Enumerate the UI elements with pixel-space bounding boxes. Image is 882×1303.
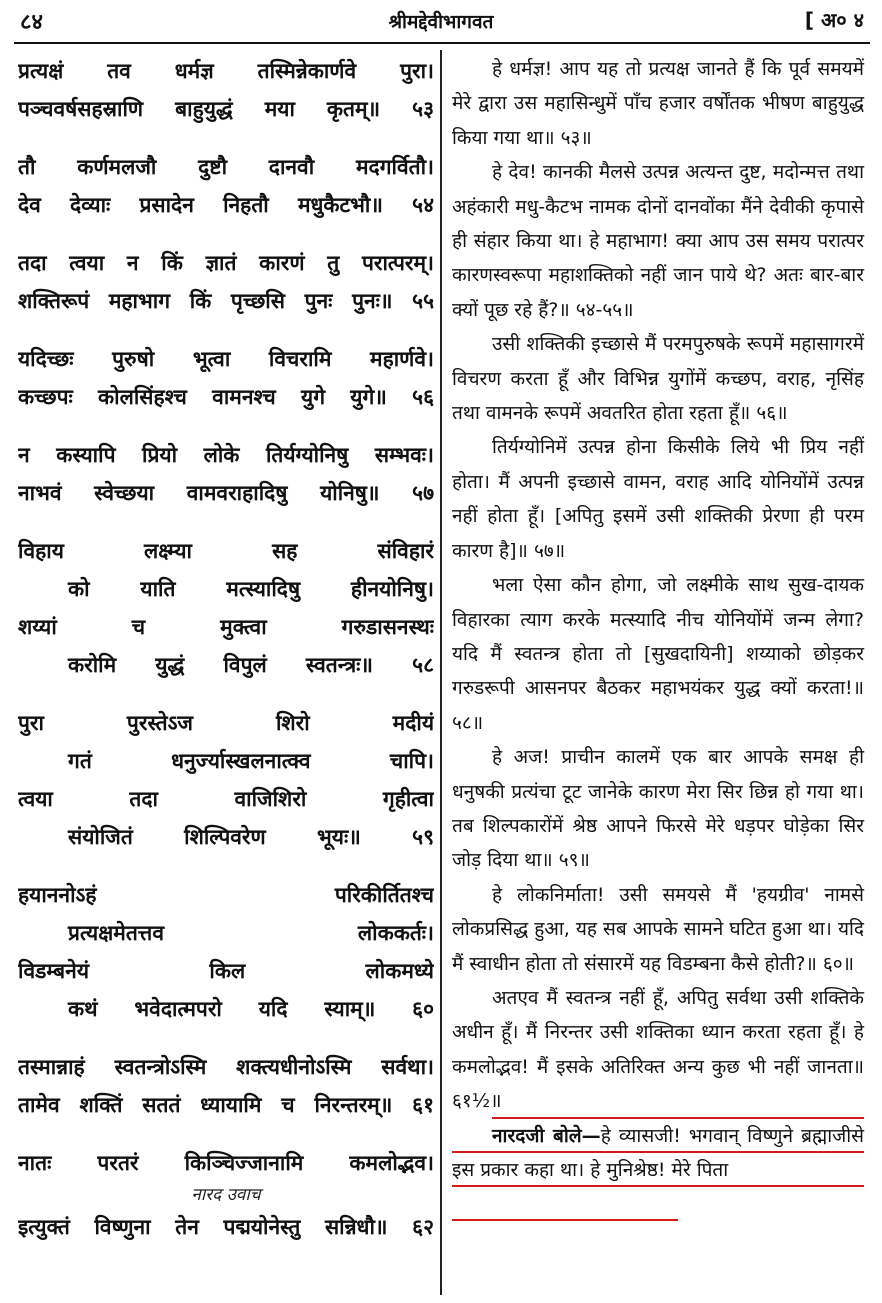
translation-paragraph: तिर्यग्योनिमें उत्पन्न होना किसीके लिये भी प्रिय नहीं होता। मैं अपनी इच्छासे वामन, वराह आदि योनियोंमें उत्पन्न नहीं होता हूँ। [अपितु इसमें उसी शक्तिकी प्रेरणा ही परम कारण है]॥ ५७॥ bbox=[452, 436, 864, 562]
verse-line: यदिच्छः पुरुषो भूत्वा विचरामि महार्णवे। bbox=[18, 347, 434, 371]
verse-57 bbox=[18, 436, 434, 512]
red-underline bbox=[452, 1185, 864, 1187]
verse-line: नातः परतरं किञ्चिज्जानामि कमलोद्भव। bbox=[18, 1151, 434, 1175]
verse-line: इत्युक्तं विष्णुना तेन पद्मयोनेस्तु सन्निधौ॥ ६२ bbox=[18, 1215, 434, 1239]
speaker-heading: नारद उवाच bbox=[191, 1185, 261, 1205]
verse-56 bbox=[18, 340, 434, 416]
verse-59 bbox=[18, 704, 434, 856]
verse-line: तौ कर्णमलजौ दुष्टौ दानवौ मदगर्वितौ। bbox=[18, 155, 434, 179]
verse-line: विहाय लक्ष्म्या सह संविहारं bbox=[18, 539, 434, 563]
verse-line: त्वया तदा वाजिशिरो गृहीत्वा bbox=[18, 787, 434, 811]
section-reference: [ अ० ४ bbox=[804, 8, 864, 32]
verse-line: गतं धनुर्ज्यास्खलनात्क्व चापि। bbox=[68, 749, 434, 773]
verse-line: को याति मत्स्यादिषु हीनयोनिषु। bbox=[68, 577, 434, 601]
verse-line: न कस्यापि प्रियो लोके तिर्यग्योनिषु सम्भवः। bbox=[18, 443, 434, 467]
highlighted-paragraph: अतएव मैं स्वतन्त्र नहीं हूँ, अपितु सर्वथा उसी शक्तिके अधीन हूँ। मैं निरन्तर उसी शक्तिका ध्यान करता रहता हूँ। हे कमलोद्भव! मैं इसके अतिरिक्त अन्य कुछ भी नहीं जानता॥ ६१½॥ bbox=[452, 986, 864, 1113]
verse-line: तदा त्वया न किं ज्ञातं कारणं तु परात्परम्। bbox=[18, 251, 434, 275]
verse-line: संयोजितं शिल्पिवरेण भूयः॥ ५९ bbox=[68, 825, 434, 849]
translation-paragraph: उसी शक्तिकी इच्छासे मैं परमपुरुषके रूपमें महासागरमें विचरण करता हूँ और विभिन्न युगोंमें कच्छप, वराह, नृसिंह तथा वामनके रूपमें अवतरित होता रहता हूँ॥ ५६॥ bbox=[452, 333, 864, 425]
translation-paragraph: हे अज! प्राचीन कालमें एक बार आपके समक्ष ही धनुषकी प्रत्यंचा टूट जानेके कारण मेरा सिर छिन्न हो गया था। तब शिल्पकारोंमें श्रेष्ठ आपने फिरसे मेरे धड़पर घोड़ेका सिर जोड़ दिया था॥ ५९॥ bbox=[452, 746, 864, 872]
verse-line: करोमि युद्धं विपुलं स्वतन्त्रः॥ ५८ bbox=[68, 653, 434, 677]
translation-paragraph: हे लोकनिर्माता! उसी समयसे मैं 'हयग्रीव' नामसे लोकप्रसिद्ध हुआ, यह सब आपके सामने घटित हुआ था। यदि मैं स्वाधीन होता तो संसारमें यह विडम्बना कैसे होती?॥ ६०॥ bbox=[452, 883, 864, 975]
verse-line: शय्यां च मुक्त्वा गरुडासनस्थः bbox=[18, 615, 434, 639]
verse-line: कच्छपः कोलसिंहश्च वामनश्च युगे युगे॥ ५६ bbox=[18, 385, 434, 409]
sanskrit-column bbox=[18, 52, 434, 1246]
verse-54 bbox=[18, 148, 434, 224]
header-rule bbox=[14, 42, 870, 44]
verse-58 bbox=[18, 532, 434, 684]
verse-line: प्रत्यक्षं तव धर्मज्ञ तस्मिन्नेकार्णवे पुरा। bbox=[18, 59, 434, 83]
paragraph-text: हे व्यासजी! भगवान् विष्णुने ब्रह्माजीसे इस प्रकार कहा था। हे मुनिश्रेष्ठ! मेरे पिता bbox=[452, 1124, 864, 1181]
narada-paragraph bbox=[452, 1119, 864, 1188]
book-title: श्रीमद्देवीभागवत bbox=[388, 11, 494, 33]
page-number: ८४ bbox=[20, 10, 43, 35]
verse-line: तामेव शक्तिं सततं ध्यायामि च निरन्तरम्॥ ६१ bbox=[18, 1093, 434, 1117]
verse-line: विडम्बनेयं किल लोकमध्ये bbox=[18, 959, 434, 983]
verse-line: देव देव्याः प्रसादेन निहतौ मधुकैटभौ॥ ५४ bbox=[18, 193, 434, 217]
verse-line: प्रत्यक्षमेतत्तव लोककर्तः। bbox=[68, 921, 434, 945]
verse-line: पञ्चवर्षसहस्राणि बाहुयुद्धं मया कृतम्॥ ५३ bbox=[18, 97, 434, 121]
verse-61-half bbox=[18, 1144, 434, 1182]
column-divider bbox=[440, 50, 442, 1295]
translation-paragraph: हे देव! कानकी मैलसे उत्पन्न अत्यन्त दुष्ट, मदोन्मत्त तथा अहंकारी मधु-कैटभ नामक दोनों दानवोंका मैंने देवीकी कृपासे ही संहार किया था। हे महाभाग! क्या आप उस समय परात्पर कारणस्वरूपा महाशक्तिको नहीं जान पाये थे? अतः बार-बार क्यों पूछ रहे हैं?॥ ५४-५५॥ bbox=[452, 161, 864, 321]
verse-line: नाभवं स्वेच्छया वामवराहादिषु योनिषु॥ ५७ bbox=[18, 481, 434, 505]
red-underline bbox=[452, 1219, 678, 1221]
translation-paragraph: हे धर्मज्ञ! आप यह तो प्रत्यक्ष जानते हैं कि पूर्व समयमें मेरे द्वारा उस महासिन्धुमें पाँच हजार वर्षोंतक भीषण बाहुयुद्ध किया गया था॥ ५३॥ bbox=[452, 58, 864, 149]
verse-line: हयाननोऽहं परिकीर्तितश्च bbox=[18, 883, 434, 907]
translation-column bbox=[452, 52, 864, 1187]
verse-line: पुरा पुरस्तेऽज शिरो मदीयं bbox=[18, 711, 434, 735]
verse-55 bbox=[18, 244, 434, 320]
verse-line: तस्मान्नाहं स्वतन्त्रोऽस्मि शक्त्यधीनोऽस्मि सर्वथा। bbox=[18, 1055, 434, 1079]
verse-line: शक्तिरूपं महाभाग किं पृच्छसि पुनः पुनः॥ ५५ bbox=[18, 289, 434, 313]
verse-61 bbox=[18, 1048, 434, 1124]
verse-60 bbox=[18, 876, 434, 1028]
verse-53 bbox=[18, 52, 434, 128]
speaker-lead: नारदजी बोले— bbox=[492, 1124, 601, 1147]
verse-line: कथं भवेदात्मपरो यदि स्याम्॥ ६० bbox=[68, 997, 434, 1021]
translation-paragraph: भला ऐसा कौन होगा, जो लक्ष्मीके साथ सुख-दायक विहारका त्याग करके मत्स्यादि नीच योनियोंमें जन्म लेगा? यदि मैं स्वतन्त्र होता तो [सुखदायिनी] शय्याको छोड़कर गरुडरूपी आसनपर बैठकर महाभयंकर युद्ध क्यों करता!॥ ५८॥ bbox=[452, 574, 864, 734]
red-underline bbox=[492, 1117, 864, 1119]
red-underline bbox=[452, 1151, 864, 1153]
